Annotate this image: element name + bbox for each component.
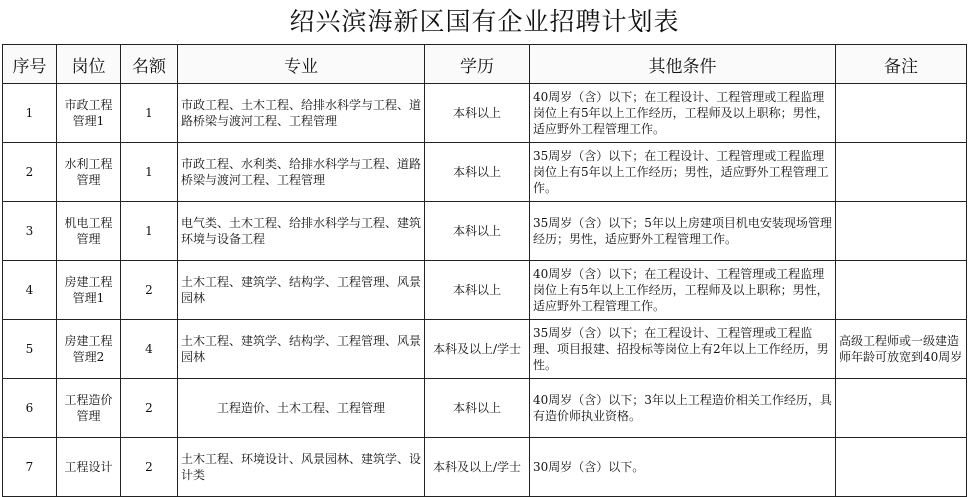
cell-major: 电气类、土木工程、给排水科学与工程、建筑环境与设备工程 xyxy=(178,202,425,261)
cell-education: 本科及以上/学士 xyxy=(425,320,530,379)
cell-index: 5 xyxy=(3,320,57,379)
header-row xyxy=(3,45,967,84)
cell-education: 本科以上 xyxy=(425,202,530,261)
cell-major: 土木工程、建筑学、结构学、工程管理、风景园林 xyxy=(178,320,425,379)
cell-index: 4 xyxy=(3,261,57,320)
cell-position: 机电工程管理 xyxy=(57,202,121,261)
header-major: 专业 xyxy=(178,45,425,84)
cell-conditions: 35周岁（含）以下；5年以上房建项目机电安装现场管理经历；男性，适应野外工程管理工作。 xyxy=(530,202,836,261)
cell-quota: 2 xyxy=(121,438,178,497)
cell-education: 本科及以上/学士 xyxy=(425,438,530,497)
header-education: 学历 xyxy=(425,45,530,84)
cell-position: 工程造价管理 xyxy=(57,379,121,438)
cell-quota: 2 xyxy=(121,261,178,320)
page-title: 绍兴滨海新区国有企业招聘计划表 xyxy=(289,7,680,36)
cell-position: 房建工程管理1 xyxy=(57,261,121,320)
table-row xyxy=(3,261,967,320)
cell-conditions: 40周岁（含）以下；在工程设计、工程管理或工程监理岗位上有5年以上工作经历，工程师及以上职称；男性，适应野外工程管理工作。 xyxy=(530,261,836,320)
cell-major: 市政工程、水利类、给排水科学与工程、道路桥梁与渡河工程、工程管理 xyxy=(178,143,425,202)
cell-position: 市政工程管理1 xyxy=(57,84,121,143)
cell-remarks xyxy=(836,84,967,143)
cell-quota: 1 xyxy=(121,84,178,143)
header-quota: 名额 xyxy=(121,45,178,84)
cell-major: 土木工程、环境设计、风景园林、建筑学、设计类 xyxy=(178,438,425,497)
recruitment-table xyxy=(2,44,967,497)
cell-remarks xyxy=(836,379,967,438)
table-row xyxy=(3,438,967,497)
cell-education: 本科以上 xyxy=(425,261,530,320)
cell-index: 7 xyxy=(3,438,57,497)
table-row xyxy=(3,379,967,438)
header-conditions: 其他条件 xyxy=(530,45,836,84)
cell-conditions: 30周岁（含）以下。 xyxy=(530,438,836,497)
cell-remarks xyxy=(836,143,967,202)
cell-conditions: 35周岁（含）以下；在工程设计、工程管理或工程监理岗位上有5年以上工作经历；男性，适应野外工程管理工作。 xyxy=(530,143,836,202)
cell-major: 工程造价、土木工程、工程管理 xyxy=(178,379,425,438)
cell-index: 1 xyxy=(3,84,57,143)
cell-quota: 2 xyxy=(121,379,178,438)
cell-remarks xyxy=(836,202,967,261)
cell-remarks: 高级工程师或一级建造师年龄可放宽到40周岁 xyxy=(836,320,967,379)
cell-quota: 1 xyxy=(121,143,178,202)
cell-conditions: 40周岁（含）以下；在工程设计、工程管理或工程监理岗位上有5年以上工作经历，工程师及以上职称；男性，适应野外工程管理工作。 xyxy=(530,84,836,143)
table-row xyxy=(3,84,967,143)
cell-position: 房建工程管理2 xyxy=(57,320,121,379)
cell-remarks xyxy=(836,261,967,320)
header-remarks: 备注 xyxy=(836,45,967,84)
header-position: 岗位 xyxy=(57,45,121,84)
cell-quota: 1 xyxy=(121,202,178,261)
cell-index: 2 xyxy=(3,143,57,202)
cell-position: 水利工程管理 xyxy=(57,143,121,202)
cell-major: 土木工程、建筑学、结构学、工程管理、风景园林 xyxy=(178,261,425,320)
table-row xyxy=(3,202,967,261)
cell-position: 工程设计 xyxy=(57,438,121,497)
table-row xyxy=(3,320,967,379)
cell-remarks xyxy=(836,438,967,497)
cell-conditions: 35周岁（含）以下；在工程设计、工程管理或工程监理、项目报建、招投标等岗位上有2年以上工作经历，男性。 xyxy=(530,320,836,379)
cell-conditions: 40周岁（含）以下；3年以上工程造价相关工作经历，具有造价师执业资格。 xyxy=(530,379,836,438)
table-row xyxy=(3,143,967,202)
cell-major: 市政工程、土木工程、给排水科学与工程、道路桥梁与渡河工程、工程管理 xyxy=(178,84,425,143)
cell-quota: 4 xyxy=(121,320,178,379)
cell-education: 本科以上 xyxy=(425,143,530,202)
cell-education: 本科以上 xyxy=(425,379,530,438)
cell-education: 本科以上 xyxy=(425,84,530,143)
cell-index: 3 xyxy=(3,202,57,261)
cell-index: 6 xyxy=(3,379,57,438)
header-index: 序号 xyxy=(3,45,57,84)
